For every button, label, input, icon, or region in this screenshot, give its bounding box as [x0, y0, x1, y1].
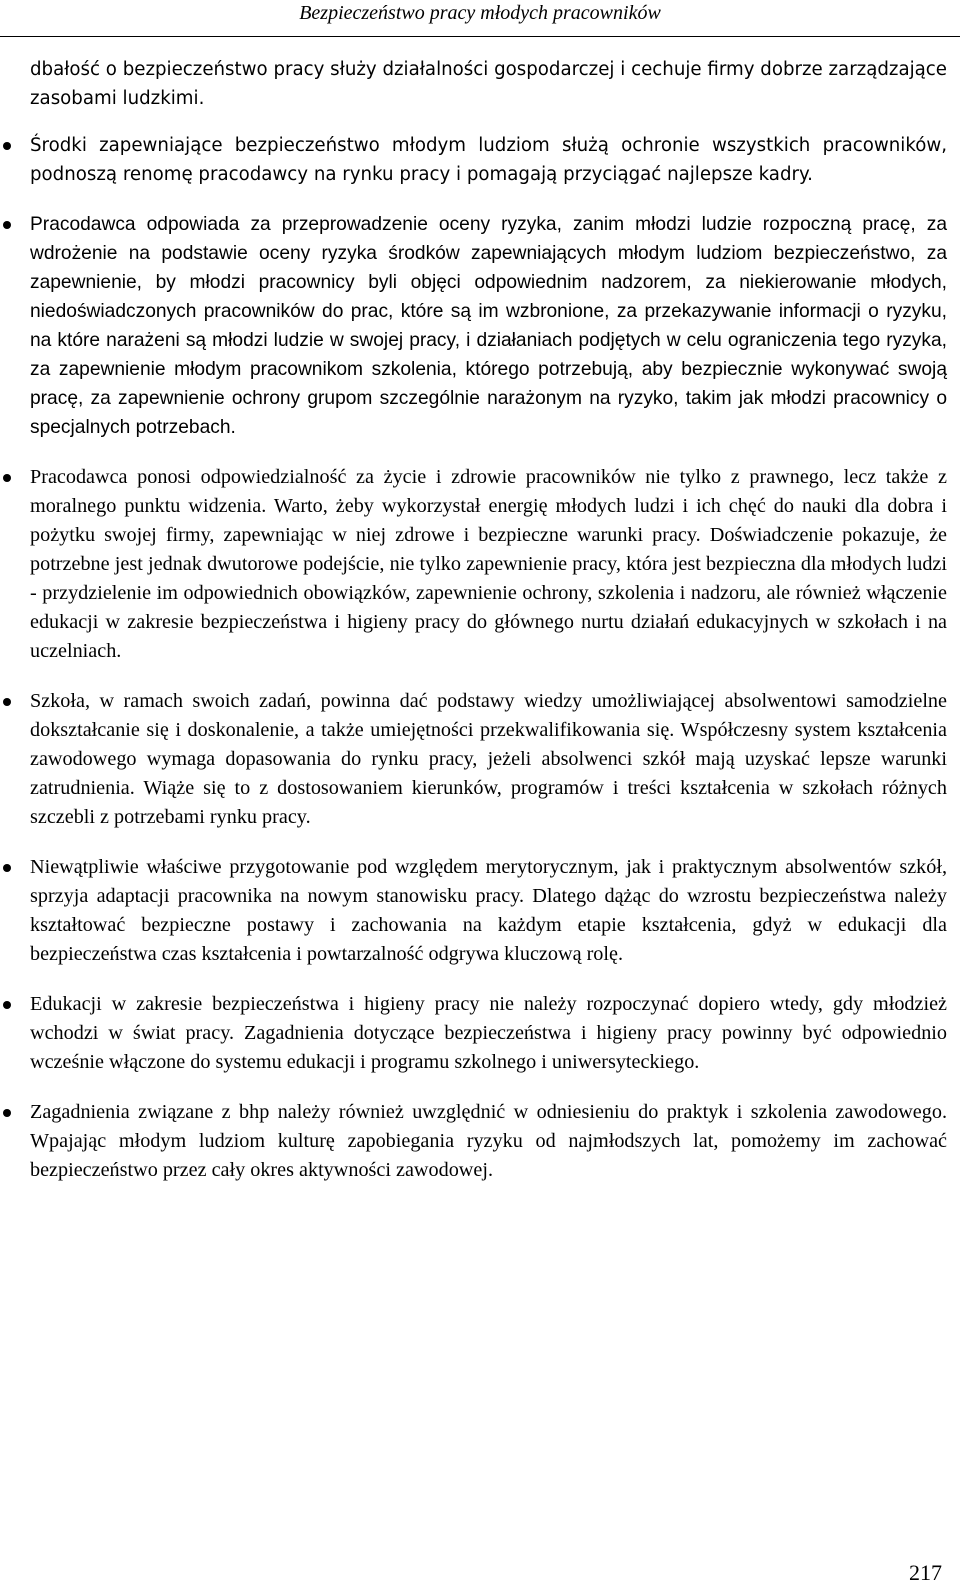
bullet-icon [3, 864, 11, 872]
list-item-text: Zagadnienia związane z bhp należy również uwzględnić w odniesieniu do praktyk i szkolenia zawodowego. Wpajając młodym ludziom kulturę zapobiegania ryzyku od najmłodszych lat, pomożemy im zachować bezpieczeństwo przez cały okres aktywności zawodowej. [30, 1101, 947, 1181]
bullet-icon [3, 1109, 11, 1117]
document-body [30, 55, 947, 1206]
list-item [30, 990, 947, 1077]
list-item-text: Pracodawca ponosi odpowiedzialność za życie i zdrowie pracowników nie tylko z prawnego, lecz także z moralnego punktu widzenia. Warto, żeby wykorzystał energię młodych ludzi i ich chęć do nauki dla dobra i pożytku swojej firmy, zapewniając w niej zdrowe i bezpieczne warunki pracy. Doświadczenie pokazuje, że potrzebne jest jednak dwutorowe podejście, nie tylko zapewnienie pracy, która jest bezpieczna dla młodych ludzi - przydzielenie im odpowiednich obowiązków, zapewnienie ochrony, szkolenia i nadzoru, ale również włączenie edukacji w zakresie bezpieczeństwa i higieny pracy do głównego nurtu działań edukacyjnych w szkołach i na uczelniach. [30, 466, 947, 662]
list-item-text: Edukacji w zakresie bezpieczeństwa i higieny pracy nie należy rozpoczynać dopiero wtedy, gdy młodzież wchodzi w świat pracy. Zagadnienia dotyczące bezpieczeństwa i higieny pracy powinny być odpowiednio wcześnie włączone do systemu edukacji i programu szkolnego i uniwersyteckiego. [30, 993, 947, 1073]
bullet-icon [3, 142, 11, 150]
list-item-text: Pracodawca odpowiada za przeprowadzenie oceny ryzyka, zanim młodzi ludzie rozpoczną pracę, za wdrożenie na podstawie oceny ryzyka środków zapewniających młodym ludziom bezpieczeństwo, za zapewnienie, by młodzi pracownicy byli objęci odpowiednim nadzorem, za niekierowanie młodych, niedoświadczonych pracowników do prac, które są im wzbronione, za przekazywanie informacji o ryzyku, na które narażeni są młodzi ludzie w swojej pracy, i działaniach podjętych w celu ograniczenia tego ryzyka, za zapewnienie młodym pracownikom szkolenia, którego potrzebują, aby bezpiecznie wykonywać swoją pracę, za zapewnienie ochrony grupom szczególnie narażonym na ryzyko, takim jak młodzi pracownicy o specjalnych potrzebach. [30, 214, 947, 438]
list-item [30, 853, 947, 969]
continuation-paragraph: dbałość o bezpieczeństwo pracy służy działalności gospodarczej i cechuje firmy dobrze zarządzające zasobami ludzkimi. [30, 59, 947, 109]
bullet-icon [3, 1001, 11, 1009]
list-item [30, 131, 947, 189]
page-number: 217 [909, 1560, 942, 1585]
bullet-icon [3, 221, 11, 229]
bullet-icon [3, 474, 11, 482]
list-item-text: Środki zapewniające bezpieczeństwo młodym ludziom służą ochronie wszystkich pracowników, podnoszą renomę pracodawcy na rynku pracy i pomagają przyciągać najlepsze kadry. [30, 135, 947, 185]
list-item [30, 463, 947, 666]
list-item-text: Niewątpliwie właściwe przygotowanie pod względem merytorycznym, jak i praktycznym absolwentów szkół, sprzyja adaptacji pracownika na nowym stanowisku pracy. Dlatego dążąc do wzrostu bezpieczeństwa należy kształtować bezpieczne postawy i zachowania na każdym etapie kształcenia, gdyż w edukacji dla bezpieczeństwa czas kształcenia i powtarzalność odgrywa kluczową rolę. [30, 856, 947, 965]
bullet-icon [3, 698, 11, 706]
list-item [30, 1098, 947, 1185]
list-item-text: Szkoła, w ramach swoich zadań, powinna dać podstawy wiedzy umożliwiającej absolwentowi samodzielne dokształcanie się i doskonalenie, a także umiejętności przekwalifikowania się. Współczesny system kształcenia zawodowego wymaga dopasowania do rynku pracy, jeżeli absolwenci szkół mają uzyskać lepsze warunki zatrudnienia. Wiąże się to z dostosowaniem kierunków, programów i treści kształcenia w szkołach różnych szczebli z potrzebami rynku pracy. [30, 690, 947, 828]
list-item [30, 687, 947, 832]
bullet-list [30, 131, 947, 1185]
running-header: Bezpieczeństwo pracy młodych pracowników [0, 0, 960, 37]
list-item [30, 210, 947, 442]
